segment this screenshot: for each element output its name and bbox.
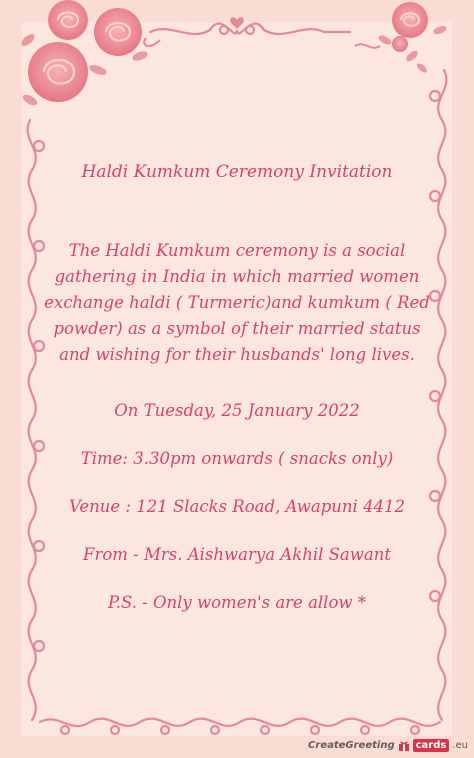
- event-date: On Tuesday, 25 January 2022: [114, 401, 360, 420]
- brand-name: CreateGreeting: [308, 740, 395, 751]
- rose-icon: [28, 42, 88, 102]
- rose-icon: [94, 8, 142, 56]
- event-time: Time: 3.30pm onwards ( snacks only): [80, 449, 394, 468]
- heart-icon: [230, 17, 244, 29]
- rose-icon: [392, 2, 428, 38]
- flourish-icon: [144, 38, 380, 48]
- brand-watermark[interactable]: [308, 739, 468, 752]
- gift-icon: [398, 740, 410, 752]
- event-host: From - Mrs. Aishwarya Akhil Sawant: [83, 545, 391, 564]
- event-venue: Venue : 121 Slacks Road, Awapuni 4412: [68, 497, 406, 516]
- brand-tag: cards: [413, 739, 450, 752]
- rose-icon: [392, 36, 408, 52]
- invitation-title: Haldi Kumkum Ceremony Invitation: [81, 162, 393, 182]
- invitation-text: [40, 150, 434, 615]
- invitation-body: The Haldi Kumkum ceremony is a social gathering in India in which married women exchange haldi ( Turmeric)and kumkum ( Red powder) as a symbol of their married status and wishing for their husbands' long lives.: [44, 241, 430, 364]
- bottom-border-flourish: [40, 719, 440, 734]
- top-border-flourish: [150, 24, 350, 34]
- rose-icon: [48, 0, 88, 40]
- brand-tld: .eu: [452, 740, 468, 751]
- event-note: P.S. - Only women's are allow *: [107, 593, 367, 612]
